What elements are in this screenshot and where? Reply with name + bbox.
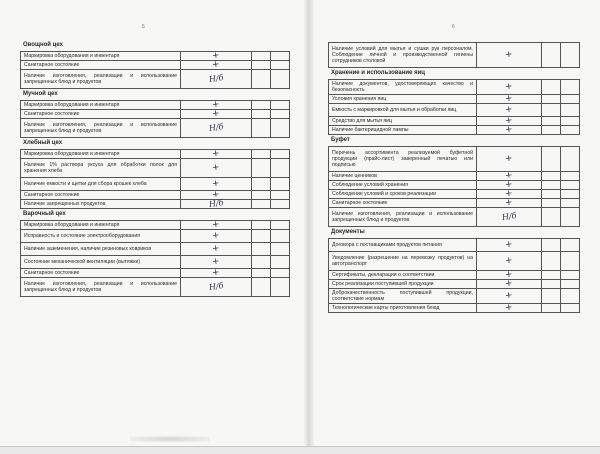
empty-cell xyxy=(560,289,579,303)
empty-cell xyxy=(251,221,270,229)
empty-cell xyxy=(560,252,579,270)
empty-cell xyxy=(560,181,579,189)
checklist-row xyxy=(328,199,580,208)
checklist-item-text: Состояние механической вентиляции (вытяжки) xyxy=(24,259,141,265)
empty-cell xyxy=(270,221,289,229)
empty-cell xyxy=(270,278,289,296)
empty-cell xyxy=(270,110,289,118)
checklist-item-text: Средство для мытья яиц xyxy=(332,118,393,124)
result-cell xyxy=(180,70,251,88)
empty-cell xyxy=(270,243,289,255)
empty-cell xyxy=(270,191,289,199)
empty-cell xyxy=(541,252,560,270)
empty-cell xyxy=(541,126,560,134)
empty-cell xyxy=(541,280,560,288)
result-cell xyxy=(476,190,541,198)
empty-cell xyxy=(270,70,289,88)
empty-cell xyxy=(270,61,289,69)
checklist-item-text: Маркировка оборудования и инвентаря xyxy=(24,222,120,228)
checklist-item-text: Условия хранения яиц xyxy=(332,96,387,102)
checklist-item-text: Перечень ассортимента реализуемой буфетной продукции (прайс-лист) заверенный печатью или подписью xyxy=(332,150,473,168)
empty-cell xyxy=(251,200,270,208)
checklist-row xyxy=(328,208,580,227)
empty-cell xyxy=(541,181,560,189)
handwritten-mark: + xyxy=(211,189,221,201)
empty-cell xyxy=(541,95,560,103)
checklist-row xyxy=(20,178,290,191)
empty-cell xyxy=(541,80,560,94)
checklist-row xyxy=(328,104,580,117)
result-cell xyxy=(180,150,251,158)
section-title: Документы xyxy=(331,229,365,235)
checklist-row xyxy=(20,200,290,209)
checklist-row xyxy=(328,271,580,280)
empty-cell xyxy=(251,119,270,137)
right-checklist xyxy=(328,42,580,313)
result-cell xyxy=(180,119,251,137)
handwritten-mark: + xyxy=(504,81,514,93)
handwritten-mark: + xyxy=(504,153,514,165)
empty-cell xyxy=(251,243,270,255)
checklist-item-text: Сертификаты, декларации о соответствии xyxy=(332,272,435,278)
result-cell xyxy=(180,269,251,277)
checklist-row xyxy=(328,252,580,271)
checklist-item-text: Наличие изготовления, реализации и использование запрещенных блюд и продуктов xyxy=(24,122,177,134)
checklist-item-text: Емкость с маркировкой для мытья и обработки яиц xyxy=(332,107,457,113)
checklist-item-text: Маркировка оборудования и инвентаря xyxy=(24,151,120,157)
checklist-row xyxy=(20,230,290,243)
empty-cell xyxy=(270,269,289,277)
page-right xyxy=(328,0,580,446)
empty-cell xyxy=(560,117,579,125)
empty-cell xyxy=(251,159,270,177)
checklist-item-text: Маркировка оборудования и инвентаря xyxy=(24,53,120,59)
empty-cell xyxy=(541,239,560,251)
checklist-row xyxy=(328,304,580,313)
checklist-item-text: Наличие изготовления, реализации и использование запрещенных блюд и продуктов xyxy=(332,211,473,223)
empty-cell xyxy=(541,117,560,125)
checklist-item-text: Соблюдение условий и сроков реализации xyxy=(332,191,436,197)
checklist-item-text: Наличие запрещенных продуктов xyxy=(24,201,106,207)
checklist-item-text: Наличие 1% раствора уксуса для обработки полок для хранения хлеба xyxy=(24,162,177,174)
checklist-row xyxy=(328,117,580,126)
empty-cell xyxy=(560,304,579,312)
book-spine xyxy=(304,0,314,446)
empty-cell xyxy=(560,80,579,94)
handwritten-mark: + xyxy=(211,50,221,62)
empty-cell xyxy=(251,256,270,268)
result-cell xyxy=(476,304,541,312)
empty-cell xyxy=(560,43,579,67)
handwritten-mark: + xyxy=(211,59,221,71)
result-cell xyxy=(180,200,251,208)
checklist-item-text: Маркировка оборудования и инвентаря xyxy=(24,102,120,108)
checklist-row xyxy=(20,191,290,200)
handwritten-mark: + xyxy=(211,219,221,231)
section-title: Овощной цех xyxy=(23,42,63,48)
empty-cell xyxy=(270,159,289,177)
handwritten-mark: Н/б xyxy=(208,73,224,84)
result-cell xyxy=(476,104,541,116)
handwritten-mark: + xyxy=(211,148,221,160)
empty-cell xyxy=(541,147,560,171)
empty-cell xyxy=(270,200,289,208)
checklist-row xyxy=(328,172,580,181)
section-title: Варочный цех xyxy=(23,211,66,217)
result-cell xyxy=(180,221,251,229)
result-cell xyxy=(476,208,541,226)
handwritten-mark: + xyxy=(211,243,221,255)
checklist-row xyxy=(20,220,290,230)
empty-cell xyxy=(541,271,560,279)
checklist-item-text: Технологические карты приготовления блюд xyxy=(332,305,440,311)
checklist-row xyxy=(328,289,580,304)
empty-cell xyxy=(251,269,270,277)
handwritten-mark: Н/б xyxy=(208,198,224,209)
checklist-item-text: Доброкачественность поступившей продукции, соответствие нормам xyxy=(332,290,473,302)
empty-cell xyxy=(251,110,270,118)
scan-smudge xyxy=(130,436,210,442)
empty-cell xyxy=(560,95,579,103)
result-cell xyxy=(476,95,541,103)
empty-cell xyxy=(251,230,270,242)
left-checklist xyxy=(20,40,290,297)
result-cell xyxy=(180,101,251,109)
empty-cell xyxy=(270,230,289,242)
checklist-item-text: Соблюдение условий хранения xyxy=(332,182,408,188)
handwritten-mark: + xyxy=(211,267,221,279)
handwritten-mark: Н/б xyxy=(208,281,224,292)
result-cell xyxy=(180,110,251,118)
handwritten-mark: + xyxy=(211,178,221,190)
checklist-row xyxy=(20,110,290,119)
empty-cell xyxy=(270,52,289,60)
empty-cell xyxy=(251,101,270,109)
checklist-item-text: Санитарное состояние xyxy=(24,62,80,68)
section-title: Хранение и использование яиц xyxy=(331,70,425,76)
checklist-row xyxy=(328,95,580,104)
handwritten-mark: + xyxy=(211,256,221,268)
checklist-row xyxy=(20,119,290,138)
checklist-row xyxy=(20,278,290,297)
checklist-item-text: Санитарное состояние xyxy=(24,192,80,198)
handwritten-mark: + xyxy=(504,49,514,61)
empty-cell xyxy=(560,190,579,198)
checklist-item-text: Наличие изготовления, реализации и использование запрещенных блюд и продуктов xyxy=(24,281,177,293)
empty-cell xyxy=(560,271,579,279)
handwritten-mark: + xyxy=(211,108,221,120)
empty-cell xyxy=(251,70,270,88)
empty-cell xyxy=(560,126,579,134)
checklist-row xyxy=(20,61,290,70)
page-left xyxy=(20,0,290,446)
empty-cell xyxy=(251,52,270,60)
checklist-item-text: Санитарное состояние xyxy=(332,200,388,206)
handwritten-mark: + xyxy=(504,197,514,209)
handwritten-mark: + xyxy=(504,93,514,105)
handwritten-mark: + xyxy=(504,255,514,267)
empty-cell xyxy=(541,104,560,116)
result-cell xyxy=(476,80,541,94)
checklist-item-text: Договора с поставщиками продуктов питания xyxy=(332,242,442,248)
section-title: Хлебный цех xyxy=(23,140,63,146)
checklist-row xyxy=(328,146,580,172)
empty-cell xyxy=(270,119,289,137)
checklist-row xyxy=(328,42,580,68)
empty-cell xyxy=(560,104,579,116)
checklist-row xyxy=(20,159,290,178)
checklist-row xyxy=(328,238,580,252)
checklist-row xyxy=(20,70,290,89)
page-number-right: 6 xyxy=(452,24,455,30)
empty-cell xyxy=(560,280,579,288)
handwritten-mark: + xyxy=(211,162,221,174)
checklist-row xyxy=(328,79,580,95)
handwritten-mark: + xyxy=(504,124,514,136)
handwritten-mark: + xyxy=(504,269,514,281)
result-cell xyxy=(180,191,251,199)
handwritten-mark: + xyxy=(504,290,514,302)
result-cell xyxy=(476,239,541,251)
empty-cell xyxy=(251,61,270,69)
empty-cell xyxy=(270,178,289,190)
empty-cell xyxy=(270,256,289,268)
empty-cell xyxy=(560,199,579,207)
empty-cell xyxy=(251,178,270,190)
checklist-item-text: Наличие ценников xyxy=(332,173,377,179)
result-cell xyxy=(180,230,251,242)
handwritten-mark: + xyxy=(504,115,514,127)
result-cell xyxy=(476,43,541,67)
result-cell xyxy=(476,280,541,288)
checklist-item-text: Наличие заземенения, наличие резиновых ковриков xyxy=(24,246,152,252)
checklist-item-text: Наличие емкости и щетки для сбора крошек хлеба xyxy=(24,181,147,187)
empty-cell xyxy=(270,101,289,109)
checklist-row xyxy=(328,190,580,199)
checklist-row xyxy=(328,126,580,135)
section-title: Мучной цех xyxy=(23,91,58,97)
handwritten-mark: + xyxy=(504,239,514,251)
result-cell xyxy=(476,181,541,189)
result-cell xyxy=(476,117,541,125)
handwritten-mark: + xyxy=(504,188,514,200)
empty-cell xyxy=(251,278,270,296)
empty-cell xyxy=(251,150,270,158)
result-cell xyxy=(180,243,251,255)
checklist-row xyxy=(20,51,290,61)
empty-cell xyxy=(270,150,289,158)
result-cell xyxy=(476,172,541,180)
empty-cell xyxy=(251,191,270,199)
handwritten-mark: + xyxy=(504,278,514,290)
empty-cell xyxy=(560,147,579,171)
handwritten-mark: + xyxy=(211,99,221,111)
handwritten-mark: Н/б xyxy=(501,211,517,222)
empty-cell xyxy=(560,208,579,226)
result-cell xyxy=(476,289,541,303)
section-title: Буфет xyxy=(331,137,350,143)
result-cell xyxy=(476,252,541,270)
empty-cell xyxy=(541,199,560,207)
result-cell xyxy=(180,178,251,190)
result-cell xyxy=(476,147,541,171)
empty-cell xyxy=(541,43,560,67)
result-cell xyxy=(180,159,251,177)
result-cell xyxy=(180,52,251,60)
checklist-item-text: Срок реализации поступившей продукции xyxy=(332,281,434,287)
handwritten-mark: + xyxy=(504,104,514,116)
checklist-item-text: Наличие документов, удостоверяющих качество и безопасность xyxy=(332,81,473,93)
checklist-item-text: Наличие бактерицидной лампы xyxy=(332,127,409,133)
empty-cell xyxy=(541,304,560,312)
handwritten-mark: Н/б xyxy=(208,122,224,133)
checklist-item-text: Наличие условий для мытья и сушки рук персоналом. Соблюдение личной и производственной гигиены сотрудников столовой xyxy=(332,46,473,64)
checklist-item-text: Санитарное состояние xyxy=(24,270,80,276)
empty-cell xyxy=(560,172,579,180)
checklist-row xyxy=(328,181,580,190)
checklist-row xyxy=(20,243,290,256)
checklist-item-text: Исправность и состояние электрооборудования xyxy=(24,233,141,239)
result-cell xyxy=(180,61,251,69)
checklist-row xyxy=(20,256,290,269)
handwritten-mark: + xyxy=(211,230,221,242)
handwritten-mark: + xyxy=(504,170,514,182)
page-number-left: 5 xyxy=(142,24,145,30)
result-cell xyxy=(180,256,251,268)
checklist-row xyxy=(328,280,580,289)
result-cell xyxy=(476,126,541,134)
handwritten-mark: + xyxy=(504,179,514,191)
result-cell xyxy=(476,199,541,207)
checklist-row xyxy=(20,269,290,278)
empty-cell xyxy=(541,289,560,303)
result-cell xyxy=(476,271,541,279)
empty-cell xyxy=(560,239,579,251)
result-cell xyxy=(180,278,251,296)
checklist-row xyxy=(20,149,290,159)
checklist-item-text: Наличие изготовления, реализации и использование запрещенных блюд и продуктов xyxy=(24,73,177,85)
checklist-row xyxy=(20,100,290,110)
checklist-item-text: Санитарное состояние xyxy=(24,111,80,117)
empty-cell xyxy=(541,172,560,180)
checklist-item-text: Уведомление (разрешение на перевозку продуктов) на автотранспорт xyxy=(332,255,473,267)
handwritten-mark: + xyxy=(504,302,514,314)
empty-cell xyxy=(541,208,560,226)
empty-cell xyxy=(541,190,560,198)
